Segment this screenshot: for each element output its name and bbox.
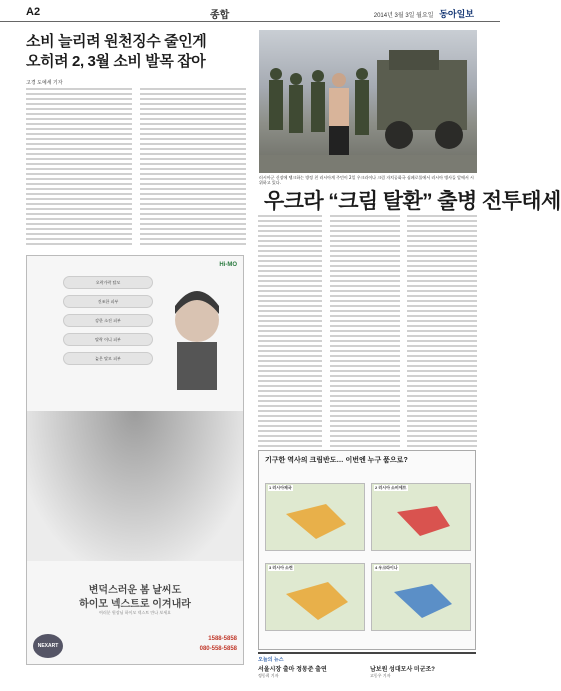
brief-story-1-byline: 정동희 기자 — [258, 673, 279, 678]
article1-headline-line2: 오히려 2, 3월 소비 발목 잡아 — [26, 53, 206, 70]
ad-copy-line1: 변덕스러운 봄 날씨도 — [88, 585, 182, 596]
ad-feature-2: 건조한 피부 — [63, 295, 153, 308]
model-portrait-icon — [167, 280, 227, 390]
article2-body-col1 — [258, 215, 322, 450]
ad-copy-line2: 하이모 넥스트로 이겨내라 — [79, 599, 191, 610]
map-panel-2-label: 2 러시아 소비에트 — [375, 485, 407, 490]
brief-tag: 오늘의 뉴스 — [258, 657, 284, 663]
ad-logo: NEXART — [33, 634, 63, 658]
map-panel-4 — [371, 563, 471, 631]
photo-caption: 러시아군 신장에 탱크하는 방정 친 러시아계 주민이 2일 우크라이나 크림 자치공화국 심페로폴에서 러시아 병사들 앞에서 시위하고 있다. — [259, 175, 474, 185]
article2-body-col3 — [407, 215, 477, 450]
ad-feature-3: 강한 소진 피부 — [63, 314, 153, 327]
ad-brand: Hi-MO — [219, 262, 237, 268]
map-panel-4-label: 4 우크라이나 — [375, 565, 398, 570]
ad-hair-image — [27, 411, 243, 561]
page-header — [0, 0, 500, 22]
ad-phone-2[interactable]: 080-558-5858 — [199, 646, 237, 652]
ad-feature-list — [63, 276, 153, 371]
news-brief-strip — [258, 652, 476, 686]
hair-product-ad[interactable] — [26, 255, 244, 665]
brief-story-2-title[interactable]: 남보원 성대모사 미군조? — [370, 667, 435, 673]
crimea-map-graphic — [258, 450, 476, 650]
header-meta — [374, 7, 474, 20]
issue-date: 2014년 3월 3일 월요일 — [373, 13, 434, 19]
article1-body-col1 — [26, 88, 132, 248]
ad-feature-1: 오락가락 탈모 — [63, 276, 153, 289]
article1-body-col2 — [140, 88, 246, 248]
map-panel-1 — [265, 483, 365, 551]
article2-headline: 우크라 “크림 탈환” 출병 전투태세 — [264, 190, 561, 213]
article1-headline-line1: 소비 늘리려 원천징수 줄인게 — [26, 33, 207, 50]
ad-copy-small: 여러분 원장님 하이모 넥스트 만나 보세요 — [98, 610, 172, 615]
map-panel-3-label: 3 러시아 소련 — [269, 565, 293, 570]
map-panel-3 — [265, 563, 365, 631]
map-graphic-title: 기구한 역사의 크림반도… 이번엔 누구 품으로? — [265, 457, 408, 464]
map-panel-2 — [371, 483, 471, 551]
news-photo — [259, 30, 477, 173]
brief-story-1-title[interactable]: 서울시장 출마 정몽준 출연 — [258, 667, 327, 673]
article2-body-col2 — [330, 215, 400, 450]
section-label: 종합 — [210, 10, 230, 21]
article1-byline: 고경 도예세 기자 — [26, 80, 63, 86]
ad-phone-1[interactable]: 1588-5858 — [208, 636, 237, 642]
page-number: A2 — [26, 6, 41, 18]
map-panel-1-label: 1 러시아제국 — [269, 485, 292, 490]
masthead-logo: 동아일보 — [439, 9, 474, 19]
ad-feature-4: 탈락 이니 피부 — [63, 333, 153, 346]
brief-story-2-byline: 고동우 기자 — [370, 673, 391, 678]
ad-feature-5: 늦은 탈모 피부 — [63, 352, 153, 365]
